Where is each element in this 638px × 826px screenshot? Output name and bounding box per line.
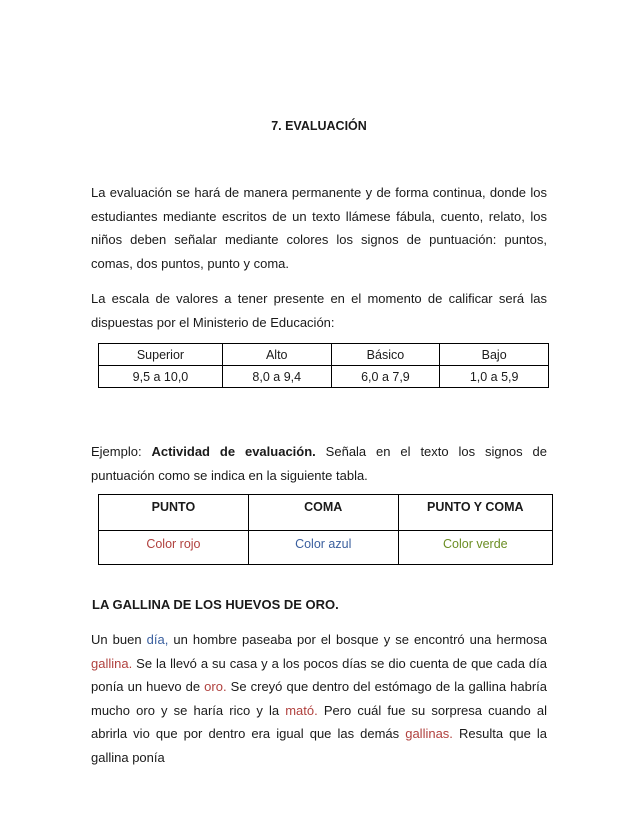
highlight-gallinas: gallinas. — [405, 726, 453, 741]
grade-range-alto: 8,0 a 9,4 — [222, 366, 331, 388]
header-coma: COMA — [248, 495, 398, 531]
grade-range-basico: 6,0 a 7,9 — [331, 366, 440, 388]
paragraph-scale: La escala de valores a tener presente en el momento de calificar será las dispuestas por el Ministerio de Educación: — [91, 291, 547, 330]
table-row — [99, 366, 549, 388]
story-text-5: Pero cuál fue su sorpresa cuando al abrirla vio que por dentro era igual que las demás — [91, 702, 547, 741]
grade-range-superior: 9,5 a 10,0 — [99, 366, 223, 388]
header-punto: PUNTO — [99, 495, 249, 531]
paragraph-example — [91, 440, 547, 487]
highlight-dia: día, — [146, 632, 169, 647]
story-title: LA GALLINA DE LOS HUEVOS DE ORO. — [92, 597, 339, 612]
header-punto-y-coma: PUNTO Y COMA — [398, 495, 552, 531]
story-text-3: Se la llevó a su casa y a los pocos días se dio cuenta de que cada día ponía un huevo de — [91, 655, 547, 694]
example-prefix: Ejemplo: — [91, 444, 152, 459]
section-title: 7. EVALUACIÓN — [271, 119, 367, 133]
grade-header-alto: Alto — [222, 344, 331, 366]
punctuation-color-table — [98, 494, 553, 565]
story-text-4: Se creyó que dentro del estómago de la gallina habría mucho oro y se haría rico y la — [91, 679, 547, 718]
grade-header-bajo: Bajo — [440, 344, 549, 366]
example-activity-label: Actividad de evaluación. — [151, 444, 316, 459]
highlight-oro: oro. — [204, 679, 227, 694]
color-verde: Color verde — [398, 531, 552, 565]
grade-scale-table — [98, 343, 549, 388]
paragraph-evaluation: La evaluación se hará de manera permanente y de forma continua, donde los estudiantes mediante escritos de un texto llámese fábula, cuento, relato, los niños deben señalar mediante colores los signos de puntuación: puntos, comas, dos puntos, punto y coma. — [91, 185, 547, 271]
story-text-2: un hombre paseaba por el bosque y se encontró una hermosa — [168, 632, 548, 647]
color-azul: Color azul — [248, 531, 398, 565]
table-row — [99, 495, 553, 531]
grade-header-superior: Superior — [99, 344, 223, 366]
story-text — [91, 628, 547, 769]
highlight-gallina: gallina. — [91, 655, 133, 671]
story-text-6: Resulta que la gallina ponía — [91, 726, 547, 765]
grade-header-basico: Básico — [331, 344, 440, 366]
table-row — [99, 344, 549, 366]
highlight-mato: mató. — [285, 702, 318, 718]
table-row — [99, 531, 553, 565]
grade-range-bajo: 1,0 a 5,9 — [440, 366, 549, 388]
example-instruction: Señala en el texto los signos de puntuación como se indica en la siguiente tabla. — [91, 444, 547, 483]
story-text-1: Un buen — [91, 632, 147, 647]
color-rojo: Color rojo — [99, 531, 249, 565]
